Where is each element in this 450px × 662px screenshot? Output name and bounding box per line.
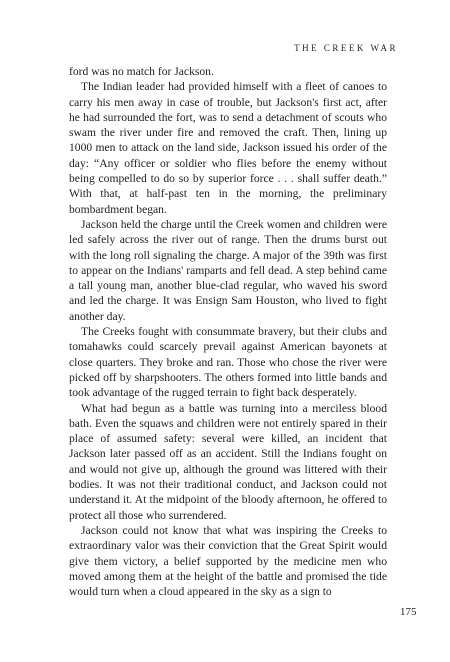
body-text: [69, 64, 387, 599]
page-number: 175: [400, 606, 417, 618]
paragraph-6: Jackson could not know that what was inspiring the Creeks to extraordinary valor was their conviction that the Great Spirit would give them victory, a belief supported by the medicine men who moved among them at the height of the battle and promised the tide would turn when a cloud appeared in the sky as a sign to: [69, 523, 387, 599]
paragraph-4: The Creeks fought with consummate bravery, but their clubs and tomahawks could scarcely prevail against American bayonets at close quarters. They broke and ran. Those who chose the river were picked off by sharpshooters. The others formed into little bands and took advantage of the rugged terrain to fight back desperately.: [69, 325, 387, 400]
paragraph-3: Jackson held the charge until the Creek women and children were led safely across the river out of range. Then the drums burst out with the long roll signaling the charge. A major of the 39th was first to appear on the Indians' ramparts and fell dead. A step behind came a tall young man, another blue-clad regular, who waved his sword and led the charge. It was Ensign Sam Houston, who lived to fight another day.: [69, 217, 387, 323]
paragraph-5: What had begun as a battle was turning into a merciless blood bath. Even the squaws and children were not entirely spared in their place of assumed safety: several were killed, an incident that Jackson later passed off as an accident. Still the Indians fought on and would not give up, although the ground was littered with their bodies. It was not their traditional conduct, and Jackson could not understand it. At the midpoint of the bloody afternoon, he offered to protect all those who surrendered.: [69, 401, 387, 522]
paragraph-2: The Indian leader had provided himself with a fleet of canoes to carry his men away in case of trouble, but Jackson's first act, after he had surrounded the fort, was to send a detachment of scouts who swam the river under fire and removed the craft. Then, lining up 1000 men to attack on the land side, Jackson issued his order of the day: “Any officer or soldier who flies before the enemy without being compelled to do so by superior force . . . shall suffer death.” With that, at half-past ten in the morning, the preliminary bombardment began.: [69, 80, 387, 216]
running-head: THE CREEK WAR: [294, 43, 398, 53]
paragraph-1: ford was no match for Jackson.: [69, 65, 214, 78]
